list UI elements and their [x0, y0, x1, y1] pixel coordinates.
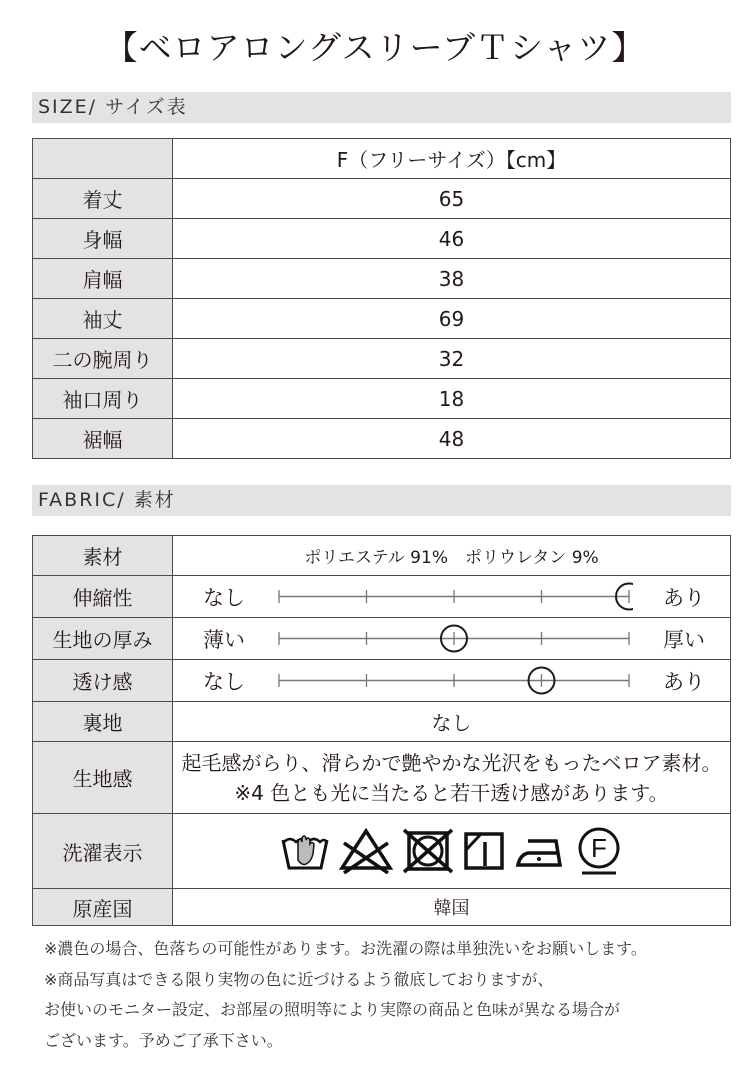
size-value: 48 [173, 419, 731, 459]
table-row [33, 259, 731, 299]
size-value: 32 [173, 339, 731, 379]
size-label: 裾幅 [33, 419, 173, 459]
size-value: 38 [173, 259, 731, 299]
table-row [33, 339, 731, 379]
material-value: ポリエステル 91% ポリウレタン 9% [173, 536, 731, 576]
no-tumble-dry-icon [402, 828, 454, 874]
dry-clean-f-icon [574, 826, 624, 876]
size-label: 袖口周り [33, 379, 173, 419]
size-value: 69 [173, 299, 731, 339]
note-line: ございます。予めご了承下さい。 [44, 1030, 283, 1050]
sheerness-scale-bar [273, 660, 633, 701]
scale-right-label: 厚い [663, 627, 705, 652]
care-label: 洗濯表示 [33, 814, 173, 889]
note-line: お使いのモニター設定、お部屋の照明等により実際の商品と色味が異なる場合が [44, 1000, 621, 1019]
table-row [33, 660, 731, 702]
sheerness-scale [173, 660, 731, 702]
stretch-label: 伸縮性 [33, 576, 173, 618]
table-row [33, 814, 731, 889]
size-value: 46 [173, 219, 731, 259]
table-row [33, 702, 731, 742]
drip-dry-shade-icon [462, 830, 506, 872]
stretch-scale-bar [273, 576, 633, 617]
scale-left-label: なし [203, 585, 245, 610]
table-row [33, 536, 731, 576]
stretch-scale [173, 576, 731, 618]
table-row [33, 618, 731, 660]
size-label: 着丈 [33, 179, 173, 219]
texture-line-1: 起毛感がらり、滑らかで艶やかな光沢をもったベロア素材。 [181, 750, 722, 775]
page-title: 【ベロアロングスリーブＴシャツ】 [104, 28, 646, 67]
origin-value: 韓国 [173, 889, 731, 926]
fabric-section-heading: FABRIC/ 素材 [32, 485, 731, 516]
texture-line-2: ※4 色とも光に当たると若干透け感があります。 [234, 780, 669, 805]
thickness-label: 生地の厚み [33, 618, 173, 660]
hand-wash-icon [280, 830, 330, 872]
table-row [33, 742, 731, 814]
table-row [33, 219, 731, 259]
scale-right-label: あり [663, 585, 705, 610]
thickness-scale [173, 618, 731, 660]
scale-left-label: 薄い [203, 627, 245, 652]
notes [44, 934, 647, 1056]
note-line: ※濃色の場合、色落ちの可能性があります。お洗濯の際は単独洗いをお願いします。 [44, 939, 647, 958]
table-row [33, 179, 731, 219]
table-row [33, 299, 731, 339]
thickness-scale-bar [273, 618, 633, 659]
size-header-empty [33, 139, 173, 179]
scale-left-label: なし [203, 669, 245, 694]
table-row [33, 419, 731, 459]
size-value: 18 [173, 379, 731, 419]
size-value: 65 [173, 179, 731, 219]
no-bleach-icon [338, 828, 394, 874]
svg-text:F: F [590, 833, 607, 863]
care-symbols [173, 814, 731, 889]
size-table [32, 138, 731, 459]
note-line: ※商品写真はできる限り実物の色に近づけるよう徹底しておりますが、 [44, 969, 554, 989]
scale-right-label: あり [663, 669, 705, 694]
size-label: 肩幅 [33, 259, 173, 299]
lining-value: なし [173, 702, 731, 742]
size-header-row [33, 139, 731, 179]
table-row [33, 379, 731, 419]
size-column-header: F（フリーサイズ）【cm】 [173, 139, 731, 179]
fabric-table [32, 535, 731, 926]
iron-low-icon [514, 831, 566, 871]
table-row [33, 889, 731, 926]
size-section-heading: SIZE/ サイズ表 [32, 92, 731, 123]
sheerness-label: 透け感 [33, 660, 173, 702]
texture-label: 生地感 [33, 742, 173, 814]
lining-label: 裏地 [33, 702, 173, 742]
origin-label: 原産国 [33, 889, 173, 926]
material-label: 素材 [33, 536, 173, 576]
texture-value [173, 742, 731, 814]
size-label: 身幅 [33, 219, 173, 259]
table-row [33, 576, 731, 618]
size-label: 袖丈 [33, 299, 173, 339]
size-label: 二の腕周り [33, 339, 173, 379]
